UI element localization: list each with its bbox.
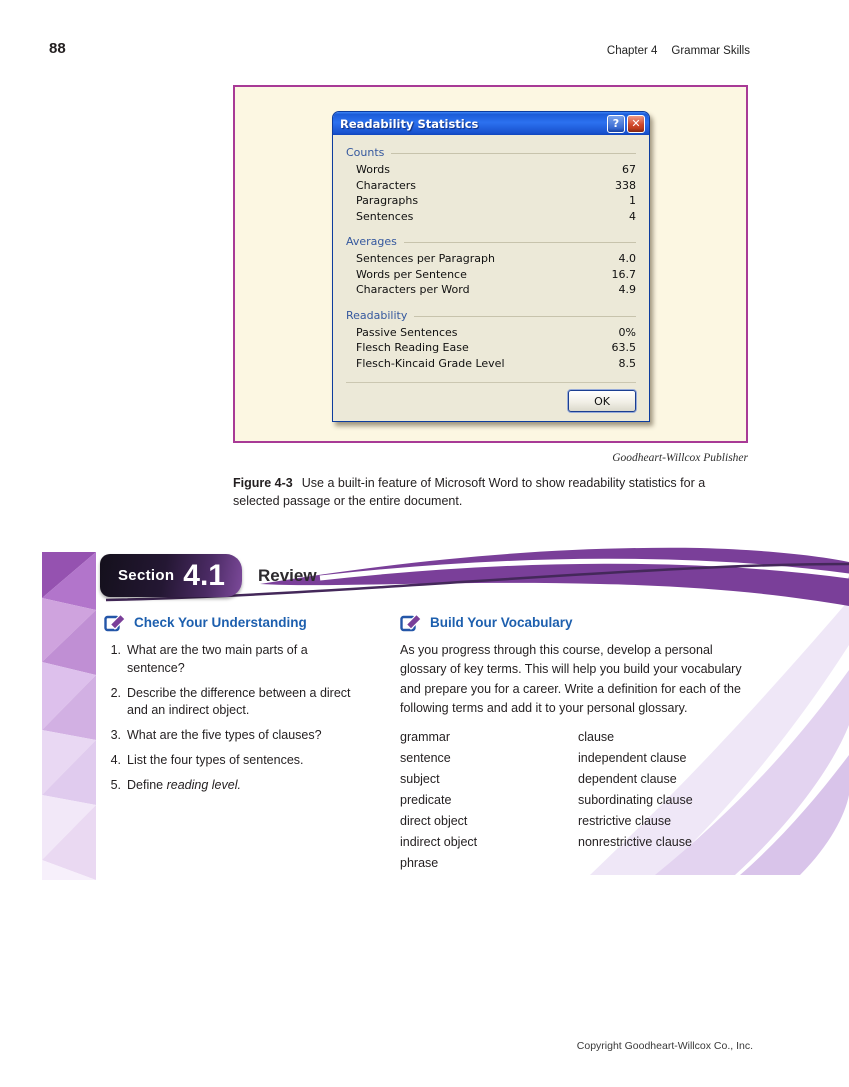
vocab-term: phrase xyxy=(400,855,439,870)
question-number: 4. xyxy=(110,752,121,767)
stat-label: Paragraphs xyxy=(356,194,419,207)
question-item xyxy=(104,752,356,770)
group-label-text: Counts xyxy=(346,146,385,159)
vocab-term: nonrestrictive clause xyxy=(578,834,692,849)
close-icon[interactable]: ✕ xyxy=(627,115,645,133)
question-item xyxy=(104,727,356,745)
readability-statistics-dialog xyxy=(332,111,650,422)
stat-value: 0% xyxy=(618,325,636,339)
vocab-term: indirect object xyxy=(400,834,478,849)
stat-row xyxy=(346,209,636,225)
check-heading-row xyxy=(104,612,356,632)
section-review-banner xyxy=(100,554,317,597)
vocab-term: predicate xyxy=(400,792,452,807)
question-item xyxy=(104,777,356,795)
question-item xyxy=(104,685,356,721)
pencil-icon xyxy=(104,612,126,632)
group-label-readability xyxy=(346,309,636,322)
copyright-notice: Copyright Goodheart-Willcox Co., Inc. xyxy=(576,1040,753,1052)
figure-caption-label: Figure 4-3 xyxy=(233,476,293,490)
page-number: 88 xyxy=(49,40,66,57)
stat-label: Characters per Word xyxy=(356,283,470,296)
dialog-title: Readability Statistics xyxy=(340,116,479,131)
stat-row xyxy=(346,325,636,341)
vocab-heading-row xyxy=(400,612,756,632)
help-icon[interactable]: ? xyxy=(607,115,625,133)
vocab-intro: As you progress through this course, develop a personal glossary of key terms. This will help you build your vocabulary and prepare you for a career. Write a definition for each of the following terms and add it to your personal glossary. xyxy=(400,643,742,716)
figure-caption-text: Use a built-in feature of Microsoft Word to show readability statistics for a selected passage or the entire document. xyxy=(233,476,706,509)
vocab-term: restrictive clause xyxy=(578,813,672,828)
section-pill xyxy=(100,554,242,597)
build-your-vocabulary-section xyxy=(400,612,756,874)
vocab-term: grammar xyxy=(400,729,451,744)
question-number: 5. xyxy=(110,777,121,792)
vocab-term: subordinating clause xyxy=(578,792,693,807)
stat-row xyxy=(346,251,636,267)
stat-value: 63.5 xyxy=(611,341,636,354)
check-your-understanding-section xyxy=(104,612,356,801)
group-label-averages xyxy=(346,235,636,248)
review-title: Review xyxy=(258,565,317,585)
chapter-label: Chapter 4 xyxy=(606,45,658,57)
stat-value: 67 xyxy=(622,163,636,176)
stat-label: Sentences per Paragraph xyxy=(356,252,495,265)
chapter-title: Grammar Skills xyxy=(671,45,750,57)
stat-row xyxy=(346,267,636,283)
stat-label: Flesch Reading Ease xyxy=(356,341,469,354)
chapter-header xyxy=(607,45,750,57)
question-text: Describe the difference between a direct and an indirect object. xyxy=(127,685,351,718)
figure-credit: Goodheart-Willcox Publisher xyxy=(612,452,748,464)
figure-caption xyxy=(233,474,749,510)
group-rule xyxy=(404,242,636,243)
stat-label: Flesch-Kincaid Grade Level xyxy=(356,356,505,370)
group-label-counts xyxy=(346,146,636,159)
stat-label: Passive Sentences xyxy=(356,325,458,339)
vocab-term: clause xyxy=(578,729,615,744)
stat-row xyxy=(346,178,636,194)
pencil-icon xyxy=(400,612,422,632)
counts-group xyxy=(346,146,636,224)
stat-value: 1 xyxy=(629,194,636,207)
dialog-body xyxy=(333,135,649,421)
group-rule xyxy=(414,316,636,317)
stat-row xyxy=(346,356,636,372)
section-number: 4.1 xyxy=(183,558,225,592)
readability-group xyxy=(346,309,636,372)
question-item xyxy=(104,642,356,678)
dialog-titlebar xyxy=(333,112,649,135)
stat-label: Sentences xyxy=(356,209,414,223)
group-label-text: Readability xyxy=(346,308,408,322)
question-number: 2. xyxy=(110,685,121,700)
question-number: 3. xyxy=(110,728,121,742)
vocab-term-columns xyxy=(400,727,756,874)
stat-label: Words xyxy=(356,163,391,176)
stat-value: 4.9 xyxy=(618,283,636,296)
question-number: 1. xyxy=(110,643,121,657)
vocab-term: subject xyxy=(400,771,440,786)
stat-value: 4.0 xyxy=(618,252,636,265)
averages-group xyxy=(346,235,636,298)
vocab-term-column-2 xyxy=(578,727,756,874)
vocab-term: direct object xyxy=(400,813,468,828)
question-text: What are the five types of clauses? xyxy=(127,728,322,742)
stat-row xyxy=(346,340,636,356)
question-text: List the four types of sentences. xyxy=(127,752,304,767)
stat-label: Characters xyxy=(356,178,417,192)
dialog-footer xyxy=(346,382,636,412)
stat-value: 8.5 xyxy=(618,356,636,370)
stat-label: Words per Sentence xyxy=(356,267,467,281)
vocab-term: sentence xyxy=(400,750,451,765)
group-label-text: Averages xyxy=(346,235,397,248)
figure-frame xyxy=(233,85,748,443)
group-rule xyxy=(391,153,636,154)
stat-value: 4 xyxy=(629,209,636,223)
stat-row xyxy=(346,193,636,209)
stat-row xyxy=(346,282,636,298)
section-label: Section xyxy=(118,567,175,584)
check-heading: Check Your Understanding xyxy=(134,614,307,630)
vocab-heading: Build Your Vocabulary xyxy=(430,614,573,630)
question-text: Define reading level. xyxy=(127,777,241,792)
stat-value: 16.7 xyxy=(611,267,636,281)
vocab-term: dependent clause xyxy=(578,771,677,786)
question-text: What are the two main parts of a sentence? xyxy=(127,643,308,675)
vocab-term-column-1 xyxy=(400,727,578,874)
stat-row xyxy=(346,162,636,178)
ok-button[interactable]: OK xyxy=(568,390,636,412)
vocab-term: independent clause xyxy=(578,750,687,765)
stat-value: 338 xyxy=(615,178,636,192)
question-list xyxy=(104,642,356,794)
facet-strip xyxy=(42,552,96,880)
